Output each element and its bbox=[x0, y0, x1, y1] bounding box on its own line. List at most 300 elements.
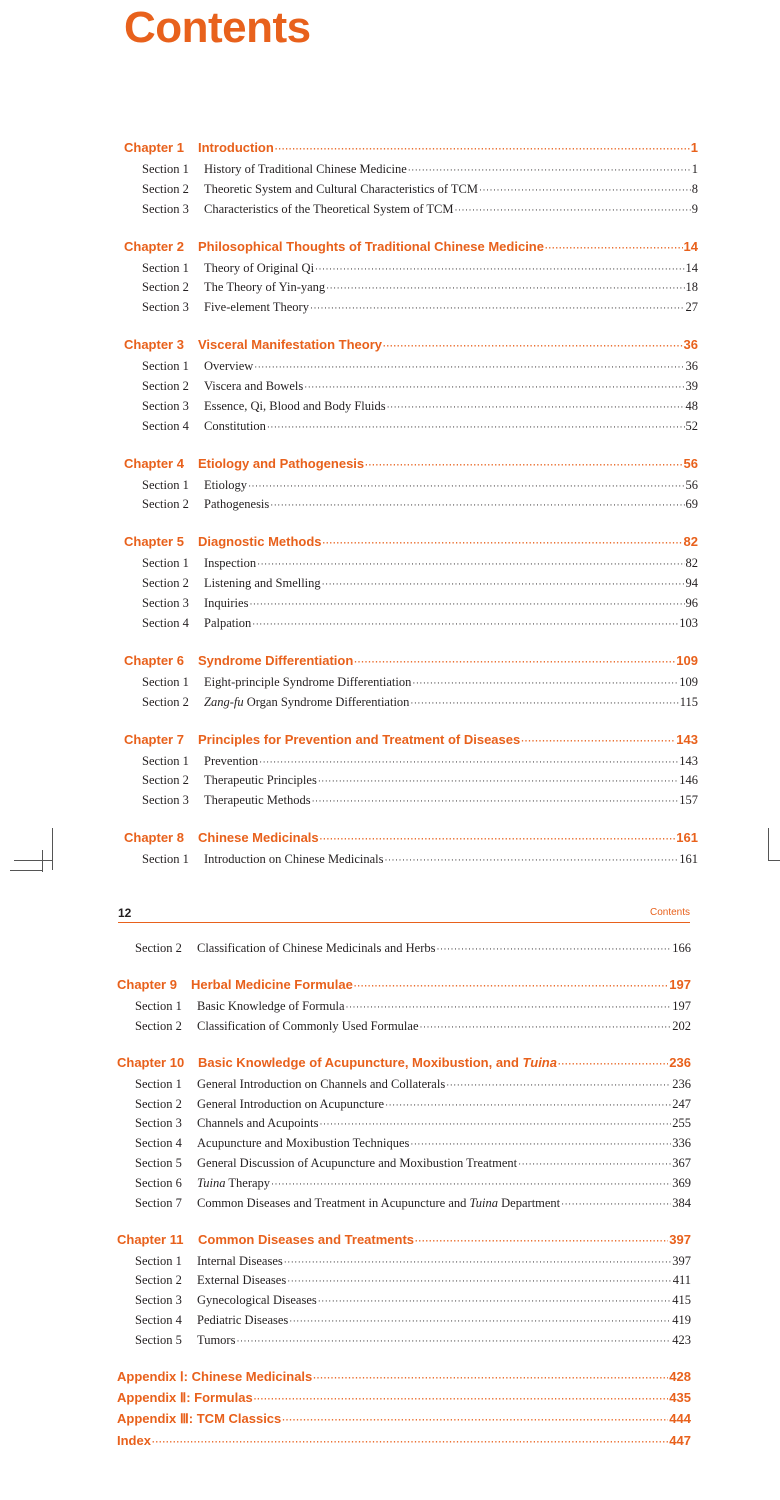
toc-chapter-row bbox=[117, 975, 691, 995]
title-text: History of Traditional Chinese Medicine bbox=[204, 162, 407, 176]
section-label: Section 3 bbox=[135, 1116, 182, 1131]
toc-appendix-row bbox=[117, 1388, 691, 1408]
section-title bbox=[204, 672, 411, 692]
title-italic-term: Zang-fu bbox=[204, 694, 244, 709]
toc-section-row bbox=[124, 258, 698, 278]
title-text: Chinese Medicinals bbox=[198, 830, 319, 846]
section-label: Section 3 bbox=[142, 201, 189, 216]
title-text: Appendix Ⅱ: Formulas bbox=[117, 1390, 253, 1406]
toc-section-row bbox=[117, 938, 691, 958]
section-label: Section 2 bbox=[142, 576, 189, 591]
section-label: Section 2 bbox=[142, 379, 189, 393]
dot-leader bbox=[479, 180, 691, 200]
toc-section-row bbox=[117, 1310, 691, 1330]
page-number-ref: 14 bbox=[683, 238, 698, 254]
chapter-label: Chapter 7 bbox=[124, 731, 184, 747]
title-text: Syndrome Differentiation bbox=[198, 652, 354, 668]
page-number-ref: 82 bbox=[683, 534, 698, 550]
title-text: Appendix Ⅲ: TCM Classics bbox=[117, 1411, 282, 1427]
toc-section-row bbox=[117, 1330, 691, 1350]
page-number-ref: 14 bbox=[685, 260, 698, 275]
chapter-label: Chapter 9 bbox=[117, 977, 177, 992]
page-number-ref: 56 bbox=[683, 455, 698, 471]
title-text: Tumors bbox=[197, 1332, 236, 1347]
title-text: Therapy bbox=[225, 1175, 271, 1190]
section-label: Section 3 bbox=[142, 596, 189, 610]
section-title bbox=[197, 1133, 409, 1153]
title-text: Common Diseases and Treatment in Acupuncture and bbox=[197, 1195, 470, 1210]
dot-leader bbox=[326, 278, 684, 298]
chapter-title bbox=[198, 730, 520, 750]
page-number-ref: 18 bbox=[685, 280, 698, 295]
title-text: Department bbox=[498, 1195, 561, 1210]
title-text: Constitution bbox=[204, 418, 266, 433]
dot-leader bbox=[152, 1432, 668, 1452]
dot-leader bbox=[236, 1331, 671, 1351]
title-text: General Introduction on Acupuncture bbox=[197, 1096, 385, 1111]
section-label: Section 5 bbox=[135, 1156, 182, 1170]
dot-leader bbox=[561, 1194, 671, 1214]
page-number-ref: 96 bbox=[685, 596, 698, 610]
section-label: Section 3 bbox=[135, 1293, 182, 1308]
title-text: General Discussion of Acupuncture and Moxibustion Treatment bbox=[197, 1156, 518, 1170]
page-number-ref: 109 bbox=[679, 674, 698, 689]
chapter-label: Chapter 2 bbox=[124, 238, 184, 254]
page-number-ref: 247 bbox=[672, 1096, 691, 1111]
page-number-ref: 419 bbox=[672, 1313, 691, 1327]
toc-section-row bbox=[124, 199, 698, 219]
section-title bbox=[204, 613, 251, 633]
chapter-label: Chapter 1 bbox=[124, 140, 184, 155]
toc-chapter-row bbox=[124, 651, 698, 671]
appendix-title bbox=[117, 1431, 151, 1451]
dot-leader bbox=[254, 357, 684, 377]
section-label: Section 7 bbox=[135, 1195, 182, 1210]
dot-leader bbox=[410, 1134, 671, 1154]
section-label: Section 1 bbox=[142, 260, 189, 275]
title-text: Pediatric Diseases bbox=[197, 1313, 289, 1327]
toc-section-row bbox=[124, 356, 698, 376]
chapter-title bbox=[198, 651, 353, 671]
dot-leader bbox=[257, 554, 684, 574]
section-title bbox=[204, 199, 453, 219]
section-title bbox=[204, 475, 247, 495]
dot-leader bbox=[420, 1017, 672, 1037]
dot-leader bbox=[384, 850, 678, 870]
page-number-ref: 236 bbox=[672, 1076, 691, 1091]
page-number-ref: 1 bbox=[691, 162, 698, 176]
section-title bbox=[204, 356, 253, 376]
dot-leader bbox=[354, 976, 668, 996]
title-text: Therapeutic Methods bbox=[204, 793, 311, 808]
section-title bbox=[197, 1193, 560, 1213]
crop-mark-right-h bbox=[768, 860, 780, 861]
dot-leader bbox=[318, 1291, 671, 1311]
dot-leader bbox=[259, 752, 678, 772]
section-title bbox=[204, 751, 258, 771]
section-label: Section 4 bbox=[135, 1313, 182, 1327]
chapter-title bbox=[198, 828, 319, 848]
dot-leader bbox=[254, 1389, 669, 1409]
title-text: Principles for Prevention and Treatment of Diseases bbox=[198, 731, 521, 747]
page-number-ref: 166 bbox=[672, 941, 691, 955]
page-number-ref: 336 bbox=[672, 1136, 691, 1151]
dot-leader bbox=[270, 495, 684, 515]
title-text: Etiology and Pathogenesis bbox=[198, 455, 365, 471]
toc-section-row bbox=[124, 770, 698, 790]
crop-mark-left-v bbox=[52, 828, 53, 870]
page-number-ref: 397 bbox=[669, 1231, 691, 1247]
section-title bbox=[204, 849, 383, 869]
title-text: Acupuncture and Moxibustion Techniques bbox=[197, 1136, 410, 1151]
section-label: Section 3 bbox=[142, 793, 189, 808]
toc-section-row bbox=[117, 1133, 691, 1153]
title-text: Etiology bbox=[204, 477, 248, 492]
chapter-label: Chapter 4 bbox=[124, 455, 184, 471]
dot-leader bbox=[454, 200, 690, 220]
toc-section-row bbox=[117, 1251, 691, 1271]
running-header bbox=[118, 906, 690, 923]
title-text: Theory of Original Qi bbox=[204, 260, 315, 275]
section-label: Section 1 bbox=[135, 1253, 182, 1268]
chapter-label: Chapter 10 bbox=[117, 1054, 185, 1070]
section-title bbox=[197, 1270, 286, 1290]
title-text: General Introduction on Channels and Collaterals bbox=[197, 1076, 446, 1091]
page-number-ref: 39 bbox=[685, 379, 698, 393]
page-number-ref: 157 bbox=[679, 793, 698, 808]
dot-leader bbox=[383, 336, 683, 356]
section-title bbox=[197, 1094, 384, 1114]
page-number-ref: 9 bbox=[691, 201, 698, 216]
title-text: Five-element Theory bbox=[204, 300, 309, 315]
page-number-ref: 369 bbox=[672, 1175, 691, 1190]
toc-section-row bbox=[124, 475, 698, 495]
dot-leader bbox=[315, 259, 684, 279]
toc-section-row bbox=[117, 1270, 691, 1290]
crop-mark-left-h2 bbox=[14, 860, 52, 861]
section-title bbox=[204, 179, 478, 199]
page-number-ref: 143 bbox=[679, 753, 698, 768]
toc-section-row bbox=[124, 790, 698, 810]
page-number-ref: 384 bbox=[672, 1195, 691, 1210]
dot-leader bbox=[248, 476, 684, 496]
section-label: Section 1 bbox=[142, 753, 189, 768]
section-title bbox=[197, 1310, 288, 1330]
dot-leader bbox=[354, 652, 675, 672]
chapter-label: Chapter 6 bbox=[124, 652, 184, 668]
page-number-ref: 255 bbox=[672, 1116, 691, 1131]
dot-leader bbox=[320, 829, 676, 849]
section-label: Section 2 bbox=[142, 280, 189, 295]
title-text: Herbal Medicine Formulae bbox=[191, 977, 353, 992]
dot-leader bbox=[318, 771, 678, 791]
section-label: Section 1 bbox=[142, 674, 189, 689]
page-number-ref: 202 bbox=[672, 1018, 691, 1033]
dot-leader bbox=[249, 594, 684, 614]
chapter-label: Chapter 8 bbox=[124, 830, 184, 846]
section-label: Section 2 bbox=[142, 694, 189, 709]
title-text: Inspection bbox=[204, 556, 257, 571]
crop-mark-left-v2 bbox=[42, 850, 43, 872]
chapter-label: Chapter 5 bbox=[124, 534, 184, 550]
page-number-ref: 1 bbox=[690, 140, 698, 155]
toc-page-1 bbox=[124, 138, 698, 868]
title-text: Appendix Ⅰ: Chinese Medicinals bbox=[117, 1368, 313, 1384]
section-label: Section 4 bbox=[142, 418, 189, 433]
section-title bbox=[197, 938, 436, 958]
page-number-ref: 115 bbox=[679, 694, 698, 709]
section-title bbox=[204, 790, 311, 810]
title-italic-term: Tuina bbox=[469, 1195, 499, 1210]
dot-leader bbox=[271, 1174, 671, 1194]
toc-section-row bbox=[117, 1113, 691, 1133]
title-text: Organ Syndrome Differentiation bbox=[243, 694, 410, 709]
section-title bbox=[204, 297, 309, 317]
toc-chapter-row bbox=[124, 138, 698, 158]
toc-appendix-row bbox=[117, 1431, 691, 1451]
page-number-ref: 109 bbox=[676, 652, 698, 668]
toc-section-row bbox=[117, 1094, 691, 1114]
page-number-ref: 397 bbox=[672, 1253, 691, 1268]
dot-leader bbox=[310, 298, 685, 318]
page-number-ref: 236 bbox=[669, 1054, 691, 1070]
page-number-ref: 161 bbox=[679, 852, 698, 867]
page-number-ref: 8 bbox=[691, 181, 698, 196]
title-text: Characteristics of the Theoretical System of TCM bbox=[204, 201, 454, 216]
page-number: 12 bbox=[118, 906, 132, 920]
page-number-ref: 36 bbox=[685, 359, 698, 374]
dot-leader bbox=[275, 139, 690, 159]
section-label: Section 2 bbox=[135, 1273, 182, 1288]
toc-section-row bbox=[117, 1153, 691, 1173]
page-title: Contents bbox=[124, 3, 311, 52]
toc-chapter-row bbox=[117, 1230, 691, 1250]
section-label: Section 1 bbox=[135, 999, 182, 1013]
chapter-label: Chapter 3 bbox=[124, 337, 184, 353]
title-text: Introduction bbox=[198, 140, 274, 155]
dot-leader bbox=[322, 574, 685, 594]
section-label: Section 1 bbox=[142, 477, 189, 492]
section-title bbox=[204, 692, 409, 712]
chapter-title bbox=[191, 975, 353, 995]
title-text: Viscera and Bowels bbox=[204, 379, 304, 393]
section-label: Section 2 bbox=[142, 181, 189, 196]
title-text: Theoretic System and Cultural Characteristics of TCM bbox=[204, 181, 479, 196]
title-text: Internal Diseases bbox=[197, 1253, 283, 1268]
toc-section-row bbox=[124, 849, 698, 869]
toc-section-row bbox=[124, 416, 698, 436]
dot-leader bbox=[313, 1368, 668, 1388]
dot-leader bbox=[545, 238, 683, 258]
toc-section-row bbox=[124, 573, 698, 593]
toc-appendix-row bbox=[117, 1367, 691, 1387]
toc-chapter-row bbox=[124, 335, 698, 355]
dot-leader bbox=[304, 377, 684, 397]
section-title bbox=[204, 277, 325, 297]
section-label: Section 5 bbox=[135, 1332, 182, 1347]
dot-leader bbox=[387, 397, 685, 417]
page-number-ref: 423 bbox=[672, 1332, 691, 1347]
toc-appendix-row bbox=[117, 1409, 691, 1429]
toc-section-row bbox=[117, 1016, 691, 1036]
chapter-title bbox=[198, 237, 544, 257]
toc-section-row bbox=[117, 1173, 691, 1193]
toc-section-row bbox=[124, 277, 698, 297]
page-number-ref: 52 bbox=[685, 418, 698, 433]
toc-section-row bbox=[124, 593, 698, 613]
section-title bbox=[197, 1016, 419, 1036]
section-label: Section 2 bbox=[135, 941, 182, 955]
chapter-title bbox=[198, 335, 382, 355]
dot-leader bbox=[415, 1231, 668, 1251]
section-label: Section 4 bbox=[142, 615, 189, 630]
section-label: Section 1 bbox=[142, 556, 189, 571]
toc-section-row bbox=[124, 613, 698, 633]
dot-leader bbox=[267, 417, 685, 437]
page-number-ref: 27 bbox=[685, 300, 698, 315]
toc-chapter-row bbox=[124, 454, 698, 474]
page-number-ref: 428 bbox=[669, 1368, 691, 1384]
title-text: Gynecological Diseases bbox=[197, 1293, 317, 1308]
appendix-title bbox=[117, 1409, 281, 1429]
section-title bbox=[197, 1251, 283, 1271]
section-title bbox=[197, 1173, 270, 1193]
page-number-ref: 161 bbox=[676, 830, 698, 846]
chapter-title bbox=[198, 1230, 414, 1250]
toc-section-row bbox=[124, 159, 698, 179]
dot-leader bbox=[287, 1271, 672, 1291]
title-text: Pathogenesis bbox=[204, 497, 270, 512]
section-label: Section 1 bbox=[142, 852, 189, 867]
toc-section-row bbox=[124, 179, 698, 199]
title-text: Channels and Acupoints bbox=[197, 1116, 319, 1131]
toc-section-row bbox=[124, 692, 698, 712]
page-number-ref: 367 bbox=[672, 1156, 691, 1170]
toc-chapter-row bbox=[124, 828, 698, 848]
toc-section-row bbox=[117, 996, 691, 1016]
title-text: Therapeutic Principles bbox=[204, 773, 317, 788]
page-number-ref: 36 bbox=[683, 337, 698, 353]
title-text: Prevention bbox=[204, 753, 259, 768]
page-number-ref: 94 bbox=[685, 576, 698, 591]
dot-leader bbox=[558, 1054, 668, 1074]
section-title bbox=[204, 258, 314, 278]
dot-leader bbox=[282, 1410, 668, 1430]
section-title bbox=[197, 1113, 319, 1133]
toc-section-row bbox=[124, 672, 698, 692]
dot-leader bbox=[410, 693, 678, 713]
dot-leader bbox=[252, 614, 678, 634]
toc-chapter-row bbox=[124, 532, 698, 552]
toc-section-row bbox=[124, 751, 698, 771]
page-number-ref: 435 bbox=[669, 1390, 691, 1406]
title-text: Diagnostic Methods bbox=[198, 534, 322, 550]
section-title bbox=[197, 1290, 317, 1310]
title-text: Basic Knowledge of Acupuncture, Moxibustion, and bbox=[198, 1054, 523, 1070]
page-number-ref: 143 bbox=[676, 731, 698, 747]
section-title bbox=[204, 770, 317, 790]
section-label: Section 2 bbox=[135, 1096, 182, 1111]
section-title bbox=[204, 416, 266, 436]
toc-section-row bbox=[117, 1193, 691, 1213]
page-number-ref: 447 bbox=[669, 1432, 691, 1448]
title-text: External Diseases bbox=[197, 1273, 287, 1288]
title-text: Listening and Smelling bbox=[204, 576, 321, 591]
title-text: Palpation bbox=[204, 615, 252, 630]
chapter-title bbox=[198, 454, 364, 474]
title-text: The Theory of Yin-yang bbox=[204, 280, 326, 295]
section-title bbox=[204, 573, 321, 593]
page-number-ref: 103 bbox=[679, 615, 698, 630]
section-label: Section 2 bbox=[142, 497, 189, 512]
toc-chapter-row bbox=[117, 1053, 691, 1073]
title-text: Common Diseases and Treatments bbox=[198, 1231, 415, 1247]
dot-leader bbox=[289, 1311, 671, 1331]
section-label: Section 4 bbox=[135, 1136, 182, 1151]
title-text: Basic Knowledge of Formula bbox=[197, 999, 345, 1013]
title-text: Essence, Qi, Blood and Body Fluids bbox=[204, 398, 386, 413]
dot-leader bbox=[412, 673, 678, 693]
toc-section-row bbox=[117, 1290, 691, 1310]
section-label: Section 3 bbox=[142, 300, 189, 315]
title-text: Classification of Commonly Used Formulae bbox=[197, 1018, 419, 1033]
appendix-title bbox=[117, 1388, 253, 1408]
dot-leader bbox=[320, 1114, 672, 1134]
title-text: Classification of Chinese Medicinals and Herbs bbox=[197, 941, 436, 955]
page-number-ref: 48 bbox=[685, 398, 698, 413]
page-number-ref: 444 bbox=[669, 1411, 691, 1427]
section-label: Section 2 bbox=[135, 1018, 182, 1033]
page-number-ref: 82 bbox=[685, 556, 698, 571]
dot-leader bbox=[312, 791, 679, 811]
title-text: Introduction on Chinese Medicinals bbox=[204, 852, 384, 867]
running-header-label: Contents bbox=[649, 907, 690, 918]
title-text: Index bbox=[117, 1432, 151, 1448]
title-text: Overview bbox=[204, 359, 254, 374]
page-number-ref: 411 bbox=[672, 1273, 691, 1288]
section-title bbox=[197, 996, 345, 1016]
page-number-ref: 197 bbox=[669, 977, 691, 992]
dot-leader bbox=[365, 455, 682, 475]
title-text: Philosophical Thoughts of Traditional Chinese Medicine bbox=[198, 238, 544, 254]
section-label: Section 1 bbox=[135, 1076, 182, 1091]
toc-chapter-row bbox=[124, 730, 698, 750]
toc-section-row bbox=[124, 553, 698, 573]
section-label: Section 3 bbox=[142, 398, 189, 413]
section-label: Section 6 bbox=[135, 1175, 182, 1190]
section-title bbox=[204, 494, 269, 514]
chapter-label: Chapter 11 bbox=[117, 1231, 184, 1247]
toc-section-row bbox=[124, 376, 698, 396]
section-label: Section 1 bbox=[142, 359, 189, 374]
dot-leader bbox=[437, 939, 672, 959]
dot-leader bbox=[284, 1252, 672, 1272]
dot-leader bbox=[408, 160, 691, 180]
title-text: Visceral Manifestation Theory bbox=[198, 337, 382, 353]
section-label: Section 2 bbox=[142, 773, 189, 788]
toc-section-row bbox=[124, 396, 698, 416]
page-number-ref: 197 bbox=[672, 999, 691, 1013]
section-title bbox=[197, 1330, 235, 1350]
toc-section-row bbox=[124, 494, 698, 514]
dot-leader bbox=[518, 1154, 671, 1174]
title-text: Inquiries bbox=[204, 596, 249, 610]
section-title bbox=[204, 593, 248, 613]
dot-leader bbox=[346, 997, 672, 1017]
toc-page-2 bbox=[117, 938, 691, 1458]
toc-section-row bbox=[117, 1074, 691, 1094]
section-title bbox=[197, 1153, 517, 1173]
